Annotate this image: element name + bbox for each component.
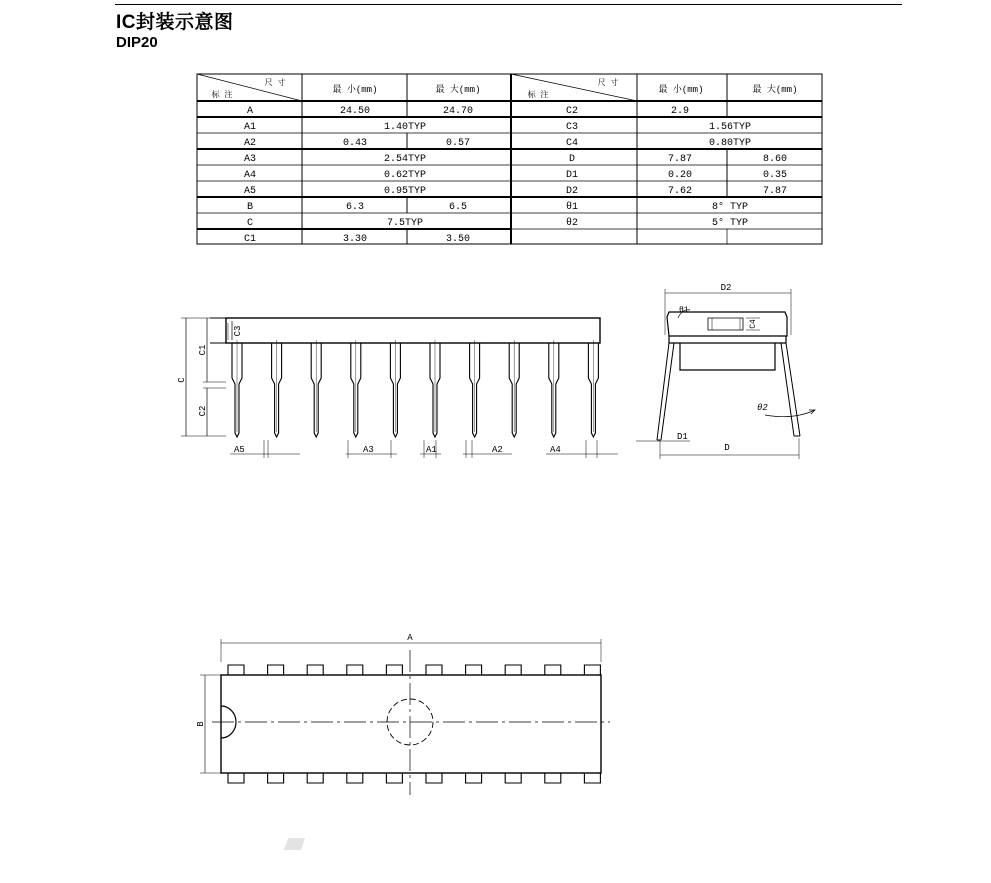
dim-label-a2: A2 [492,445,503,455]
left-row-min: 3.30 [342,234,368,245]
top-view-pin-top [228,665,244,675]
dim-label-d: D [724,443,730,453]
top-view-pin-top [545,665,561,675]
top-view-pin-top [466,665,482,675]
right-row-min: 7.62 [667,186,693,197]
dim-label-a1: A1 [426,445,437,455]
top-view-pin-bottom [505,773,521,783]
page-title: IC封装示意图 [116,12,234,33]
left-row-max: 24.70 [442,106,474,117]
left-row-typ: 7.5TYP [386,218,424,229]
right-row-label: C4 [565,138,579,149]
left-row-max: 6.5 [448,202,468,213]
header-dim-right: 尺 寸 [597,79,619,88]
right-row-label: θ1 [565,202,579,213]
left-row-label: A2 [243,138,257,149]
right-row-typ: 0.80TYP [708,138,752,149]
dim-label-theta2: θ2 [757,403,768,413]
left-row-label: A4 [243,170,257,181]
right-row-max: 7.87 [762,186,788,197]
top-view-pin-top [307,665,323,675]
dimension-table-text [212,77,798,245]
left-row-label: C [246,218,254,229]
left-row-typ: 0.95TYP [383,186,427,197]
top-view-pin-bottom [545,773,561,783]
left-row-typ: 1.40TYP [383,122,427,133]
top-view [200,639,610,795]
left-row-min: 24.50 [339,106,371,117]
header-max-right: 最 大(mm) [752,85,798,95]
top-view-pin-bottom [228,773,244,783]
dim-label-d2: D2 [720,283,732,293]
left-row-max: 3.50 [445,234,471,245]
header-max-left: 最 大(mm) [435,85,481,95]
left-row-label: C1 [243,234,257,245]
dim-label-c4: C4 [749,319,758,329]
header-dim-left: 尺 寸 [264,79,286,88]
right-row-label: D [568,154,576,165]
left-row-label: B [246,202,254,213]
left-row-label: A [246,106,254,117]
end-view [636,289,815,459]
right-row-typ: 1.56TYP [708,122,752,133]
dim-label-c2: C2 [198,405,208,417]
right-row-min: 7.87 [667,154,693,165]
header-mark-right: 标 注 [527,91,549,100]
left-row-label: A5 [243,186,257,197]
dim-label-a4: A4 [550,445,561,455]
right-row-max: 8.60 [762,154,788,165]
header-min-left: 最 小(mm) [332,85,378,95]
right-row-max: 0.35 [762,170,788,181]
left-row-min: 6.3 [345,202,365,213]
right-row-label: C3 [565,122,579,133]
dim-label-c: C [177,377,187,383]
dim-label-c1: C1 [198,344,208,356]
right-row-label: D2 [565,186,579,197]
header-min-right: 最 小(mm) [658,85,704,95]
end-view-labels [677,283,768,453]
dim-label-d1: D1 [677,432,688,442]
dim-label-a5: A5 [234,445,245,455]
right-row-typ: 5° TYP [711,218,749,229]
dim-label-b: B [196,721,206,727]
right-row-label: θ2 [565,218,579,229]
left-row-max: 0.57 [445,138,471,149]
side-view [181,318,618,458]
top-view-pin-bottom [426,773,442,783]
top-view-pin-bottom [268,773,284,783]
top-view-pin-top [268,665,284,675]
top-view-pin-top [426,665,442,675]
top-view-pin-bottom [347,773,363,783]
right-row-min: 2.9 [670,106,690,117]
dim-label-theta1: θ1 [679,306,689,315]
dim-label-a3: A3 [363,445,374,455]
top-view-pin-bottom [386,773,402,783]
top-view-pin-bottom [307,773,323,783]
left-row-label: A3 [243,154,257,165]
top-view-pin-bottom [466,773,482,783]
right-row-typ: 8° TYP [711,202,749,213]
left-row-label: A1 [243,122,257,133]
left-row-typ: 0.62TYP [383,170,427,181]
left-row-min: 0.43 [342,138,368,149]
left-row-typ: 2.54TYP [383,154,427,165]
dim-label-c3: C3 [233,325,243,337]
right-row-min: 0.20 [667,170,693,181]
top-view-pin-top [347,665,363,675]
top-view-labels [196,633,413,727]
right-row-label: D1 [565,170,579,181]
top-view-pin-top [584,665,600,675]
right-row-label: C2 [565,106,579,117]
top-view-pin-top [386,665,402,675]
top-view-pin-bottom [584,773,600,783]
dim-label-a: A [407,633,413,643]
header-mark-left: 标 注 [211,91,233,100]
package-name: DIP20 [116,34,158,51]
top-view-pin-top [505,665,521,675]
